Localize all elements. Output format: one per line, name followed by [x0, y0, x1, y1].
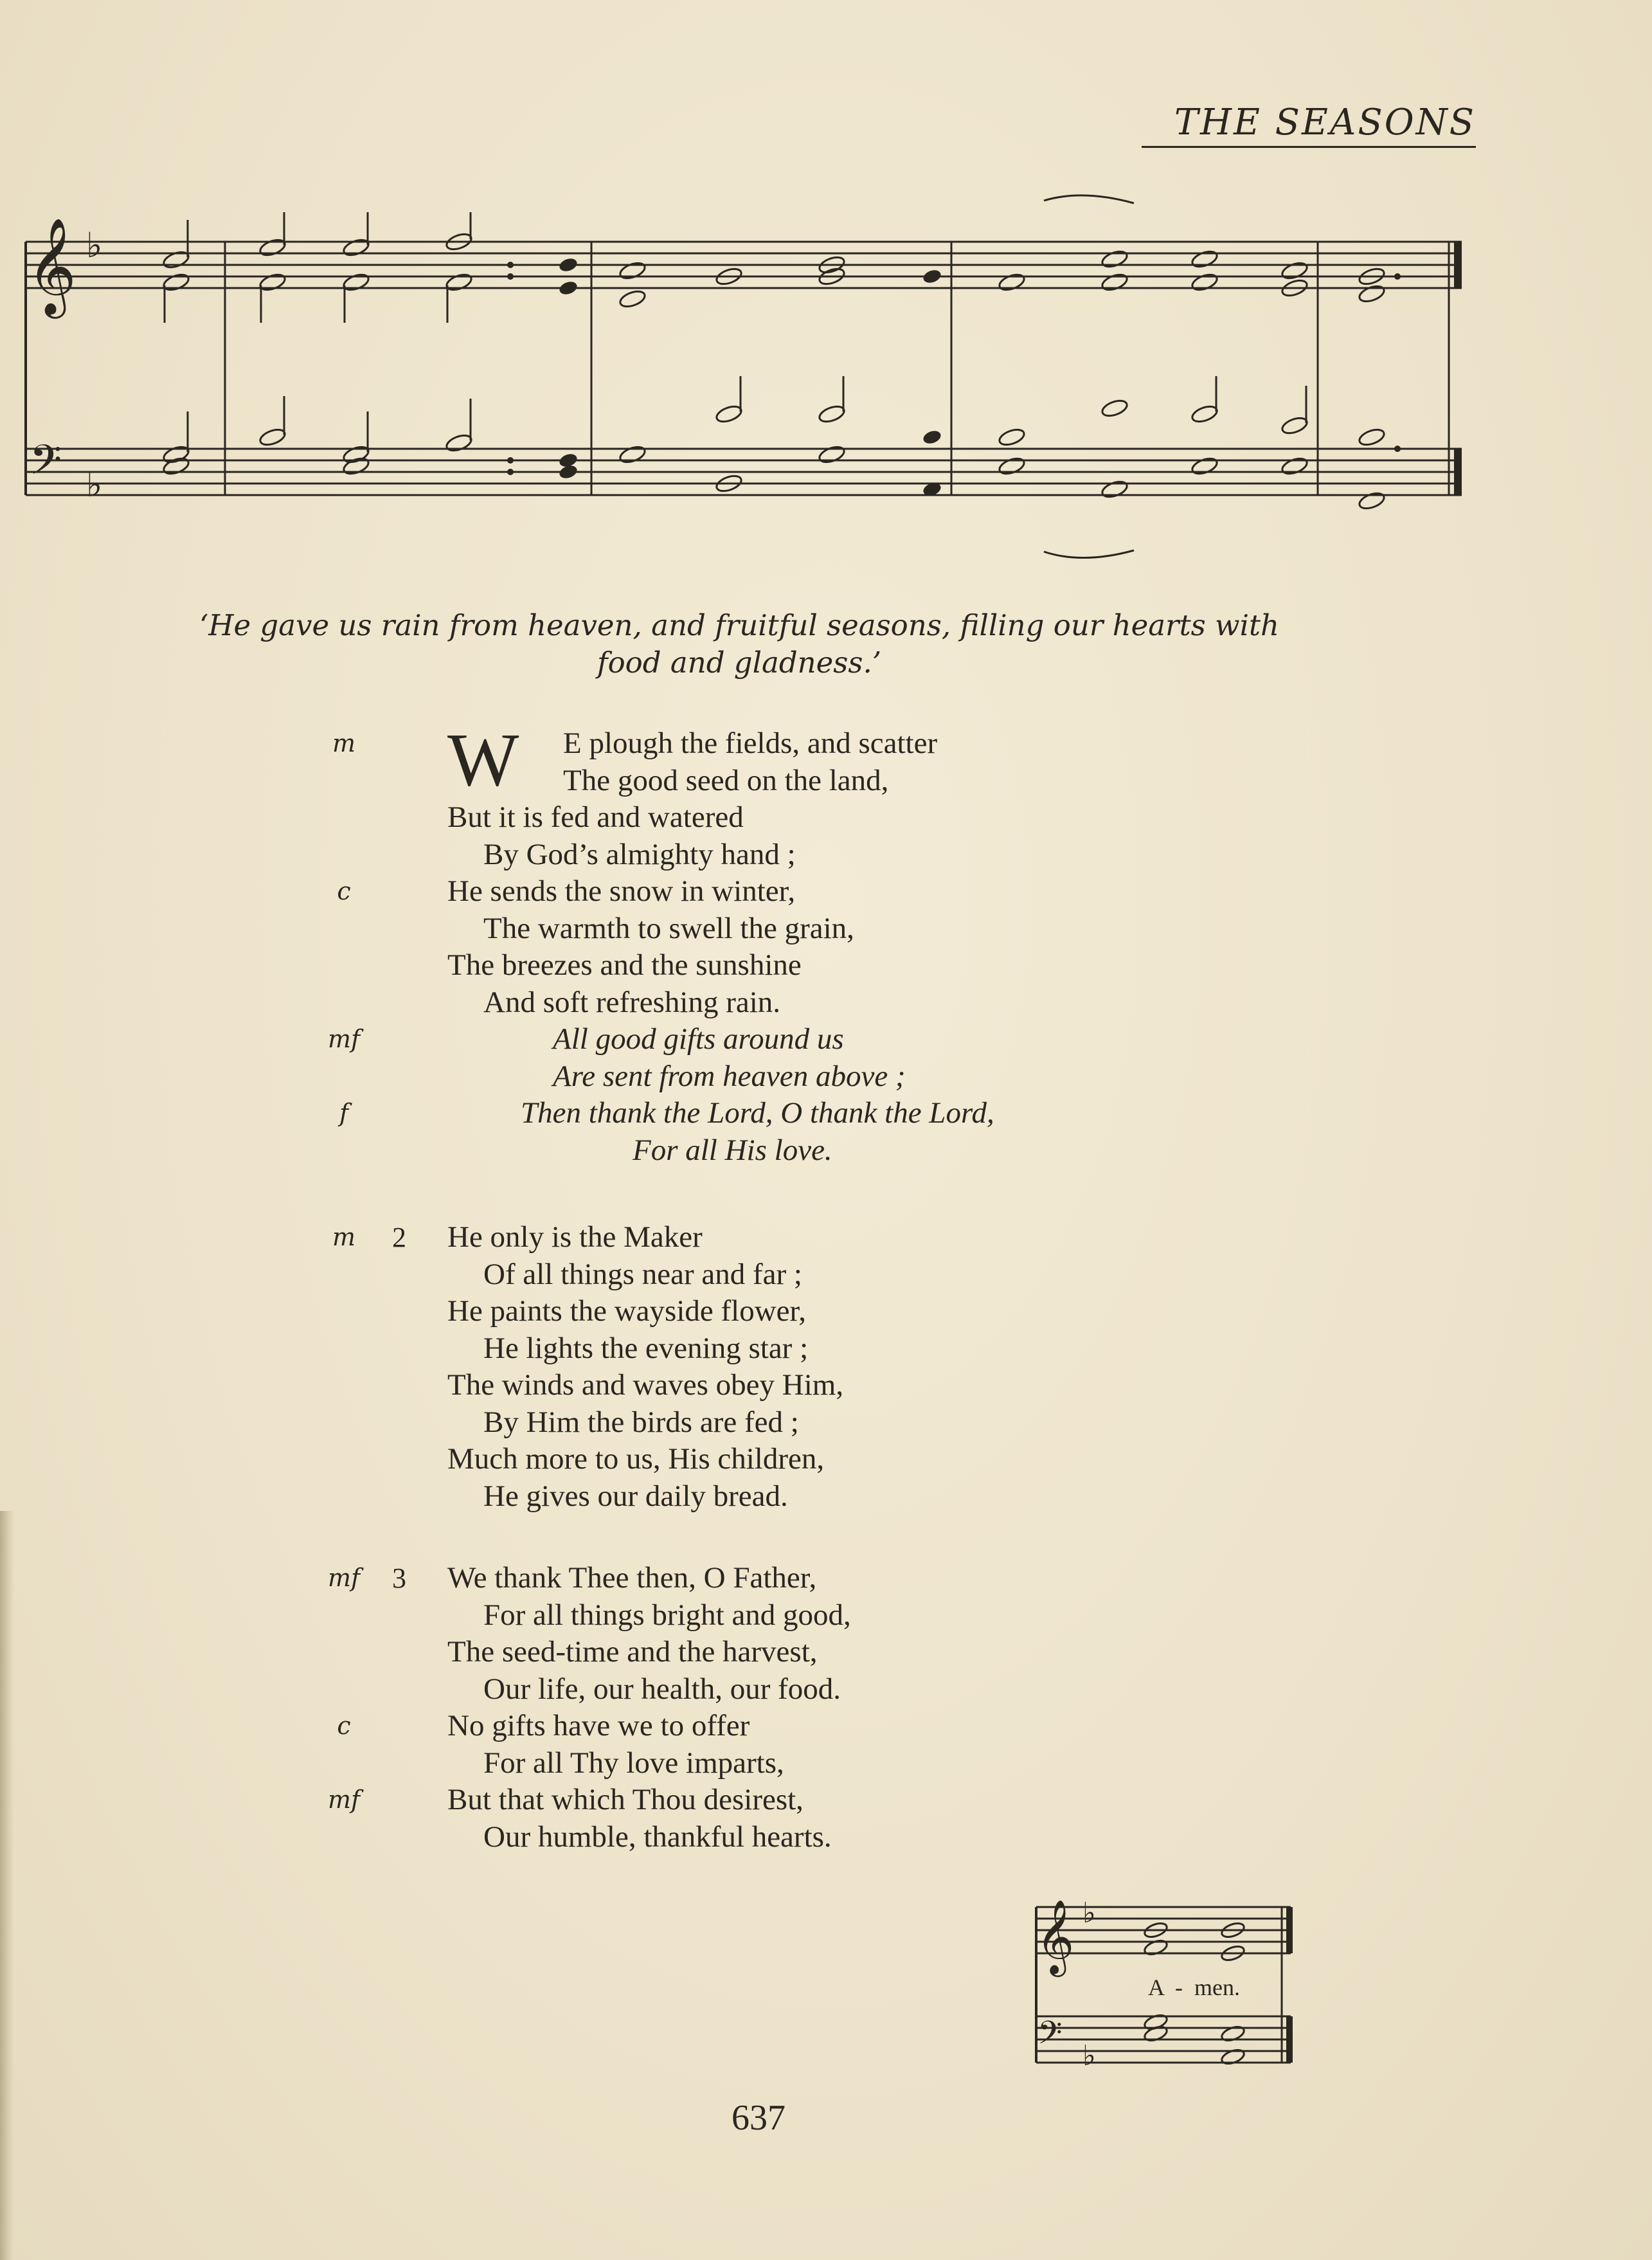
binding-edge — [0, 1511, 14, 2260]
verse-line: He sends the snow in winter, — [447, 874, 796, 908]
verse-line: He paints the wayside flower, — [447, 1294, 807, 1328]
verse-line: For all things bright and good, — [483, 1598, 851, 1632]
verse-line: He lights the evening star ; — [483, 1331, 809, 1365]
dynamic-mark: mf — [327, 1564, 361, 1592]
dynamic-mark: m — [332, 729, 356, 757]
section-title: THE SEASONS — [1142, 102, 1476, 148]
verse-line: The good seed on the land, — [563, 763, 889, 797]
verse-line: The breezes and the sunshine — [447, 948, 802, 982]
verse-line: E plough the fields, and scatter — [563, 727, 938, 760]
stanza-1 — [327, 718, 1298, 1169]
verse-line: Our humble, thankful hearts. — [483, 1820, 832, 1854]
verse-number: 2 — [392, 1222, 406, 1253]
verse-number: 3 — [392, 1562, 406, 1594]
hymn-score — [22, 180, 1462, 566]
dynamic-mark: c — [337, 877, 351, 905]
stanza-2 — [334, 1219, 1298, 1515]
chorus-line: Are sent from heaven above ; — [553, 1059, 906, 1093]
epigraph-line-2: food and gladness.’ — [597, 646, 882, 680]
dynamic-mark: c — [337, 1712, 351, 1740]
amen-bass-clef-icon: 𝄢 — [1037, 2014, 1063, 2059]
verse-line: No gifts have we to offer — [447, 1709, 750, 1742]
treble-clef-icon: 𝄞 — [27, 217, 76, 314]
verse-line: He gives our daily bread. — [483, 1479, 788, 1513]
chorus-line: All good gifts around us — [553, 1022, 844, 1056]
verse-line: Of all things near and far ; — [483, 1257, 802, 1291]
svg-text:♭: ♭ — [86, 225, 103, 266]
amen-treble-clef-icon: 𝄞 — [1036, 1899, 1075, 1974]
verse-line: The warmth to swell the grain, — [483, 911, 854, 945]
verse-line: But it is fed and watered — [447, 800, 744, 834]
svg-text:♭: ♭ — [86, 464, 103, 505]
bass-clef-icon: 𝄢 — [30, 437, 62, 494]
dynamic-mark: f — [339, 1099, 349, 1127]
verse-line: The seed-time and the harvest, — [447, 1635, 818, 1668]
dynamic-mark: mf — [327, 1025, 361, 1053]
page-number: 637 — [732, 2098, 786, 2138]
chorus-line: For all His love. — [633, 1133, 832, 1167]
verse-line: For all Thy love imparts, — [483, 1746, 784, 1780]
svg-text:♭: ♭ — [1082, 2039, 1096, 2072]
drop-cap: W — [447, 718, 519, 802]
verse-line: We thank Thee then, O Father, — [447, 1561, 817, 1595]
verse-line: And soft refreshing rain. — [483, 985, 781, 1019]
verse-line: By Him the birds are fed ; — [483, 1405, 799, 1439]
verse-line: He only is the Maker — [447, 1220, 703, 1254]
chorus-line: Then thank the Lord, O thank the Lord, — [521, 1096, 994, 1130]
svg-text:♭: ♭ — [1082, 1897, 1096, 1930]
verse-line: The winds and waves obey Him, — [447, 1368, 844, 1402]
dynamic-mark: mf — [327, 1785, 361, 1814]
verse-line: Our life, our health, our food. — [483, 1672, 841, 1706]
epigraph-line-1: ‘He gave us rain from heaven, and fruitful seasons, filling our hearts with — [199, 608, 1280, 642]
stanza-3 — [327, 1560, 1298, 1856]
verse-line: But that which Thou desirest, — [447, 1783, 804, 1816]
verse-line: By God’s almighty hand ; — [483, 837, 796, 871]
amen-lyric: A - men. — [1148, 1975, 1240, 2000]
epigraph — [96, 607, 1382, 682]
dynamic-mark: m — [332, 1223, 356, 1251]
amen-score — [1032, 1897, 1302, 2079]
verse-line: Much more to us, His children, — [447, 1442, 825, 1476]
